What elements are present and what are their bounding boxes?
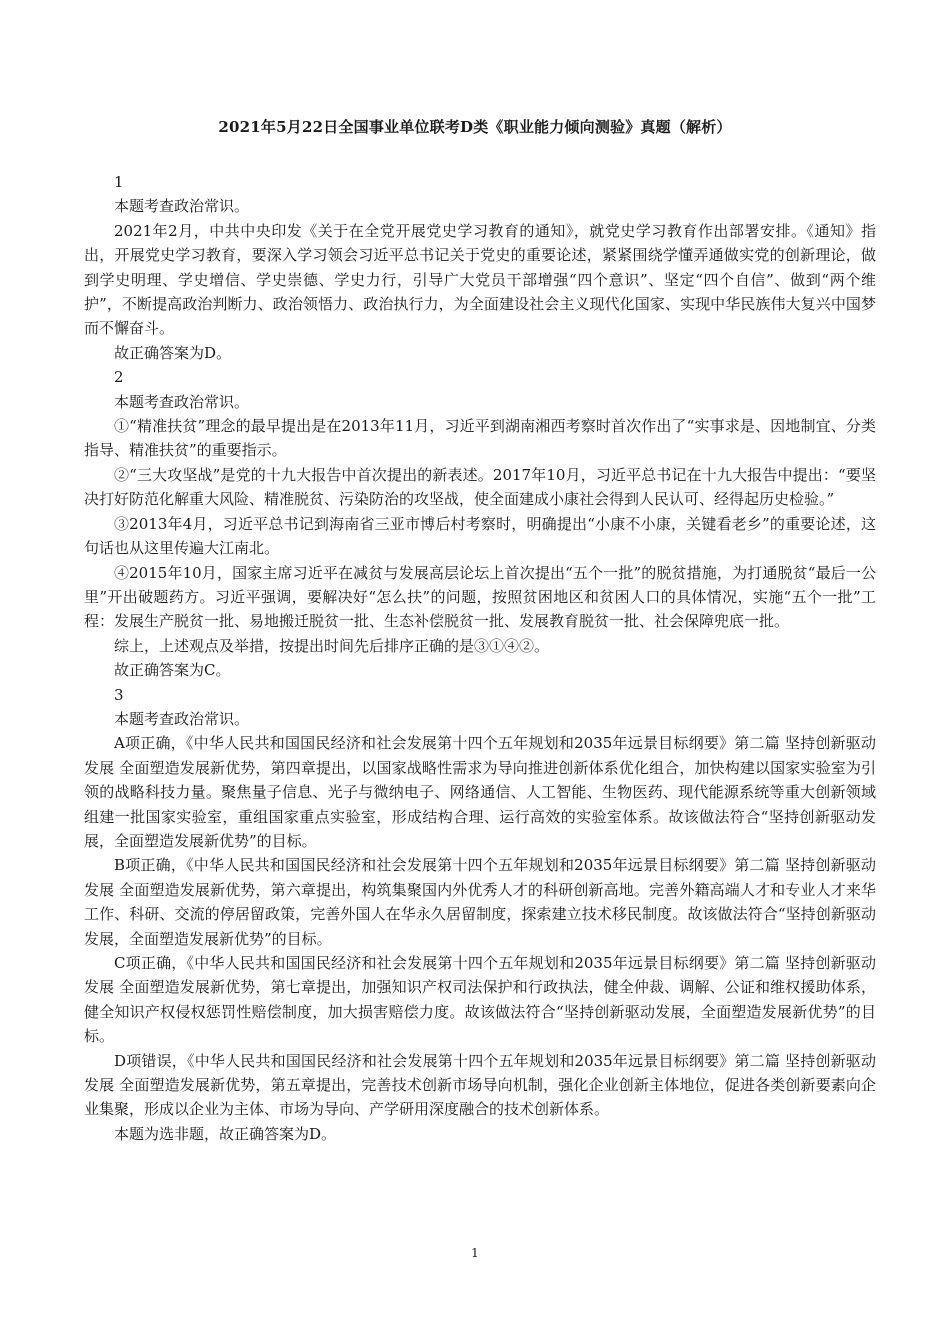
- paragraph: 综上，上述观点及举措，按提出时间先后排序正确的是③①④②。: [114, 636, 550, 655]
- paragraph: ①“精准扶贫”理念的最早提出是在2013年11月，习近平到湖南湘西考察时首次作出了“实事求是、因地制宜、分类指导、精准扶贫”的重要指示。: [84, 417, 876, 460]
- paragraph: ④2015年10月，国家主席习近平在减贫与发展高层论坛上首次提出“五个一批”的脱贫措施，为打通脱贫“最后一公里”开出破题药方。习近平强调，要解决好“怎么扶”的问题，按照贫困地区和贫困人口的具体情况，实施“五个一批”工程：发展生产脱贫一批、易地搬迁脱贫一批、生态补偿脱贫一批、发展教育脱贫一批、社会保障兜底一批。: [84, 563, 876, 631]
- paragraph: C项正确，《中华人民共和国国民经济和社会发展第十四个五年规划和2035年远景目标纲要》第二篇 坚持创新驱动发展 全面塑造发展新优势，第七章提出，加强知识产权司法保护和行政执法，健全仲裁、调解、公证和维权援助体系，健全知识产权侵权惩罚性赔偿制度，加大损害赔偿力度。故该做法符合“坚持创新驱动发展，全面塑造发展新优势”的目标。: [84, 954, 876, 1046]
- paragraph: 2021年2月，中共中央印发《关于在全党开展党史学习教育的通知》，就党史学习教育作出部署安排。《通知》指出，开展党史学习教育，要深入学习领会习近平总书记关于党史的重要论述，紧紧围绕学懂弄通做实党的创新理论，做到学史明理、学史增信、学史崇德、学史力行，引导广大党员干部增强“四个意识”、坚定“四个自信”、做到“两个维护”，不断提高政治判断力、政治领悟力、政治执行力，为全面建设社会主义现代化国家、实现中华民族伟大复兴中国梦而不懈奋斗。: [84, 221, 876, 338]
- document-body: [84, 170, 876, 1146]
- paragraph: 本题考查政治常识。: [114, 392, 250, 411]
- paragraph: A项正确，《中华人民共和国国民经济和社会发展第十四个五年规划和2035年远景目标纲要》第二篇 坚持创新驱动发展 全面塑造发展新优势，第四章提出，以国家战略性需求为导向推进创新体系优化组合，加快构建以国家实验室为引领的战略科技力量。聚焦量子信息、光子与微纳电子、网络通信、人工智能、生物医药、现代能源系统等重大创新领域组建一批国家实验室，重组国家重点实验室，形成结构合理、运行高效的实验室体系。故该做法符合“坚持创新驱动发展，全面塑造发展新优势”的目标。: [84, 734, 876, 850]
- question-number: 1: [114, 173, 124, 191]
- paragraph: 本题考查政治常识。: [114, 197, 250, 216]
- paragraph: D项错误，《中华人民共和国国民经济和社会发展第十四个五年规划和2035年远景目标纲要》第二篇 坚持创新驱动发展 全面塑造发展新优势，第五章提出，完善技术创新市场导向机制，强化企业创新主体地位，促进各类创新要素向企业集聚，形成以企业为主体、市场为导向、产学研用深度融合的技术创新体系。: [84, 1051, 876, 1119]
- question-number: 2: [114, 368, 124, 387]
- paragraph: 本题考查政治常识。: [114, 709, 250, 728]
- question-number: 3: [114, 685, 124, 704]
- answer-line: 故正确答案为C。: [114, 661, 231, 680]
- answer-line: 本题为选非题，故正确答案为D。: [114, 1124, 337, 1143]
- page-number: 1: [471, 1246, 479, 1260]
- paragraph: ③2013年4月，习近平总书记到海南省三亚市博后村考察时，明确提出“小康不小康，关键看老乡”的重要论述，这句话也从这里传遍大江南北。: [84, 514, 876, 558]
- document-title: 2021年5月22日全国事业单位联考D类《职业能力倾向测验》真题（解析）: [218, 118, 732, 136]
- answer-line: 故正确答案为D。: [114, 343, 232, 362]
- paragraph: B项正确，《中华人民共和国国民经济和社会发展第十四个五年规划和2035年远景目标纲要》第二篇 坚持创新驱动发展 全面塑造发展新优势，第六章提出，构筑集聚国内外优秀人才的科研创新高地。完善外籍高端人才和专业人才来华工作、科研、交流的停居留政策，完善外国人在华永久居留制度，探索建立技术移民制度。故该做法符合“坚持创新驱动发展，全面塑造发展新优势”的目标。: [84, 856, 876, 948]
- paragraph: ②“三大攻坚战”是党的十九大报告中首次提出的新表述。2017年10月，习近平总书记在十九大报告中提出：“要坚决打好防范化解重大风险、精准脱贫、污染防治的攻坚战，使全面建成小康社会得到人民认可、经得起历史检验。”: [84, 465, 876, 509]
